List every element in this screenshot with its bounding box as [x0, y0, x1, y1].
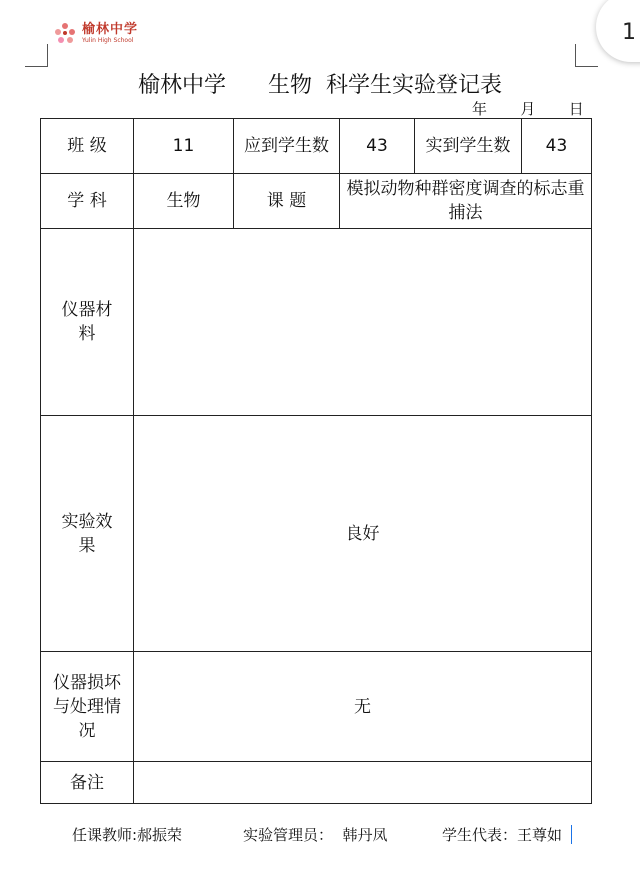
equipment-label: [41, 229, 134, 416]
table-row: [41, 416, 592, 652]
subject-label: 学 科: [41, 174, 134, 229]
table-row: [41, 652, 592, 762]
topic-value[interactable]: 模拟动物种群密度调查的标志重捕法: [340, 174, 592, 229]
notes-value[interactable]: [134, 762, 592, 804]
equipment-value[interactable]: [134, 229, 592, 416]
notes-label: 备注: [41, 762, 134, 804]
table-row: [41, 762, 592, 804]
logo-english-name: Yulin High School: [82, 36, 134, 44]
document-title: 榆林中学 生物 科学生实验登记表: [138, 73, 502, 98]
logo-chinese-name: 榆林中学: [82, 21, 139, 37]
page-margin-mark-left: [25, 44, 48, 67]
page-number: 1: [622, 20, 636, 45]
topic-label: 课 题: [234, 174, 340, 229]
class-label: 班 级: [41, 119, 134, 174]
expected-students-value[interactable]: 43: [340, 119, 415, 174]
equipment-label-text: 仪器材料: [61, 300, 113, 344]
table-row: [41, 229, 592, 416]
teacher-signature: 任课教师:郝振荣: [72, 826, 183, 844]
result-value[interactable]: 良好: [134, 416, 592, 652]
registration-form-table: [40, 118, 592, 804]
page-margin-mark-right: [575, 44, 598, 67]
student-rep-signature: 学生代表：王尊如: [442, 826, 563, 844]
result-label-text: 实验效果: [61, 511, 113, 556]
school-emblem-icon: [52, 20, 78, 46]
date-line: 年 月 日: [472, 100, 584, 118]
subject-value[interactable]: 生物: [134, 174, 234, 229]
school-logo: [52, 20, 138, 46]
table-row: [41, 174, 592, 229]
damage-label: [41, 652, 134, 762]
damage-value[interactable]: 无: [134, 652, 592, 762]
text-cursor: [571, 825, 572, 844]
actual-students-value[interactable]: 43: [522, 119, 592, 174]
manager-signature: 实验管理员： 韩丹凤: [243, 826, 388, 844]
result-label: [41, 416, 134, 652]
actual-students-label: 实到学生数: [415, 119, 522, 174]
expected-students-label: 应到学生数: [234, 119, 340, 174]
table-row: [41, 119, 592, 174]
class-value[interactable]: 11: [134, 119, 234, 174]
damage-label-text: 仪器损坏与处理情况: [53, 672, 121, 741]
